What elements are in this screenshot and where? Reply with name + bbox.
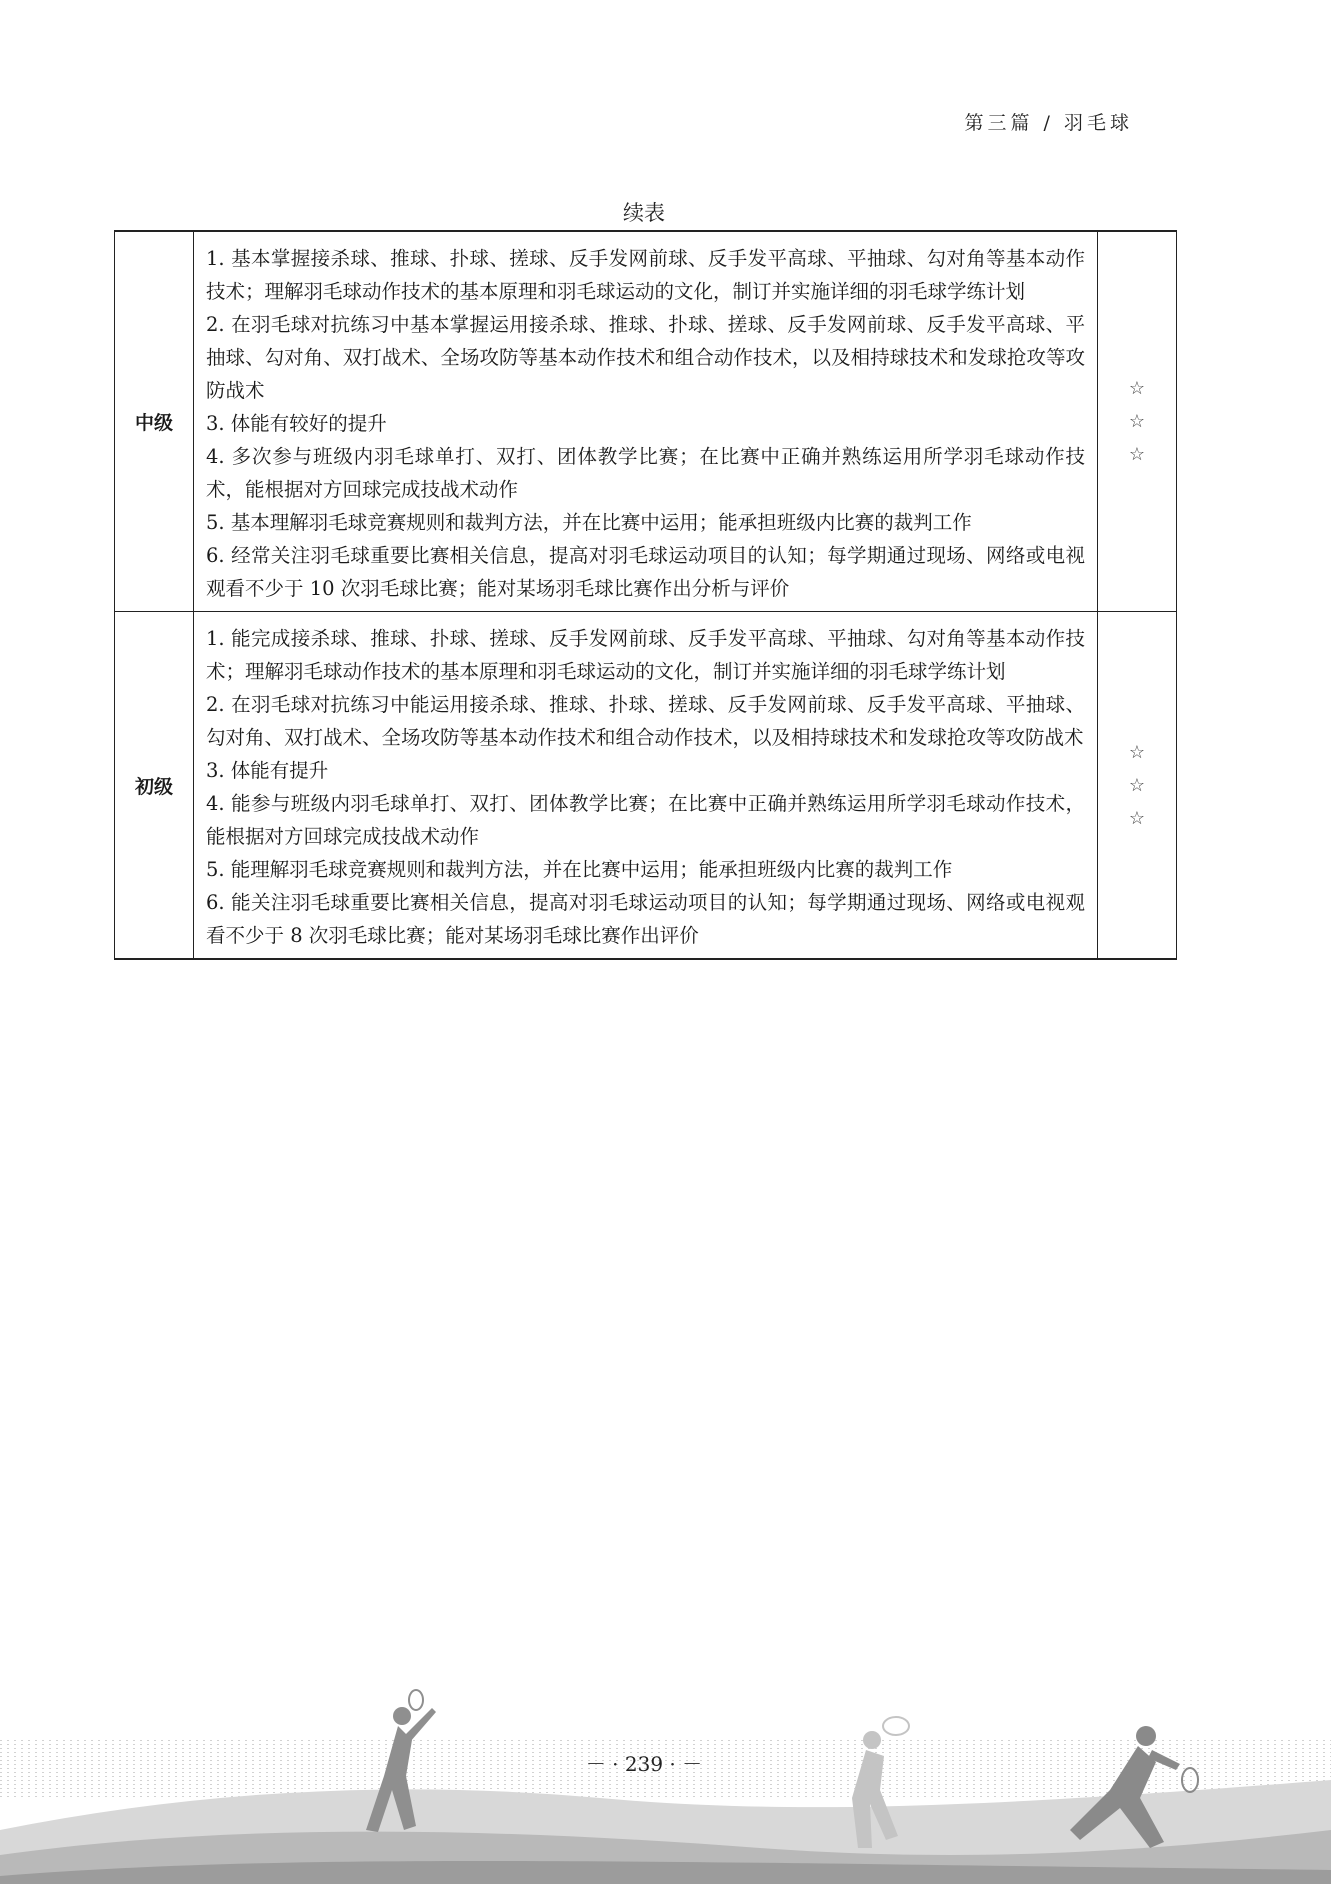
level-label: 中级 bbox=[115, 231, 194, 612]
star-icon: ☆ bbox=[1128, 741, 1146, 763]
star-icon: ☆ bbox=[1128, 444, 1146, 465]
requirement-item: 2. 在羽毛球对抗练习中基本掌握运用接杀球、推球、扑球、搓球、反手发网前球、反手发平高球、平抽球、勾对角、双打战术、全场攻防等基本动作技术和组合动作技术，以及相持球技术和发球抢攻等攻防战术 bbox=[206, 313, 1085, 402]
star-icon: ☆ bbox=[1128, 807, 1146, 829]
requirement-item: 1. 基本掌握接杀球、推球、扑球、搓球、反手发网前球、反手发平高球、平抽球、勾对角等基本动作技术；理解羽毛球动作技术的基本原理和羽毛球运动的文化，制订并实施详细的羽毛球学练计划 bbox=[206, 247, 1085, 303]
star-icon: ☆ bbox=[1128, 411, 1146, 432]
star-icon: ☆ bbox=[1128, 774, 1146, 796]
requirement-item: 3. 体能有提升 bbox=[206, 759, 329, 782]
table-caption: 续表 bbox=[623, 201, 665, 225]
standards-table bbox=[114, 230, 1177, 960]
table-row-intermediate bbox=[115, 231, 1177, 612]
star-rating bbox=[1098, 231, 1177, 612]
footer-decoration bbox=[0, 1680, 1331, 1884]
requirement-item: 5. 基本理解羽毛球竞赛规则和裁判方法，并在比赛中运用；能承担班级内比赛的裁判工作 bbox=[206, 511, 972, 534]
requirement-item: 6. 经常关注羽毛球重要比赛相关信息，提高对羽毛球运动项目的认知；每学期通过现场、网络或电视观看不少于 10 次羽毛球比赛；能对某场羽毛球比赛作出分析与评价 bbox=[206, 544, 1085, 600]
star-icon: ☆ bbox=[1128, 378, 1146, 399]
level-requirements bbox=[194, 612, 1098, 960]
requirement-item: 6. 能关注羽毛球重要比赛相关信息，提高对羽毛球运动项目的认知；每学期通过现场、网络或电视观看不少于 8 次羽毛球比赛；能对某场羽毛球比赛作出评价 bbox=[206, 891, 1085, 947]
running-head: 第三篇 / 羽毛球 bbox=[964, 112, 1133, 134]
level-requirements bbox=[194, 231, 1098, 612]
star-rating bbox=[1098, 612, 1177, 960]
table-row-beginner bbox=[115, 612, 1177, 960]
requirement-item: 4. 多次参与班级内羽毛球单打、双打、团体教学比赛；在比赛中正确并熟练运用所学羽毛球动作技术，能根据对方回球完成技战术动作 bbox=[206, 445, 1085, 501]
requirement-item: 1. 能完成接杀球、推球、扑球、搓球、反手发网前球、反手发平高球、平抽球、勾对角等基本动作技术；理解羽毛球动作技术的基本原理和羽毛球运动的文化，制订并实施详细的羽毛球学练计划 bbox=[206, 627, 1085, 683]
requirement-item: 3. 体能有较好的提升 bbox=[206, 412, 387, 435]
page-number: － · 239 · － bbox=[585, 1752, 703, 1776]
level-label: 初级 bbox=[115, 612, 194, 960]
requirement-item: 5. 能理解羽毛球竞赛规则和裁判方法，并在比赛中运用；能承担班级内比赛的裁判工作 bbox=[206, 858, 953, 881]
requirement-item: 2. 在羽毛球对抗练习中能运用接杀球、推球、扑球、搓球、反手发网前球、反手发平高球、平抽球、勾对角、双打战术、全场攻防等基本动作技术和组合动作技术，以及相持球技术和发球抢攻等攻防战术 bbox=[206, 693, 1085, 749]
requirement-item: 4. 能参与班级内羽毛球单打、双打、团体教学比赛；在比赛中正确并熟练运用所学羽毛球动作技术，能根据对方回球完成技战术动作 bbox=[206, 792, 1085, 848]
